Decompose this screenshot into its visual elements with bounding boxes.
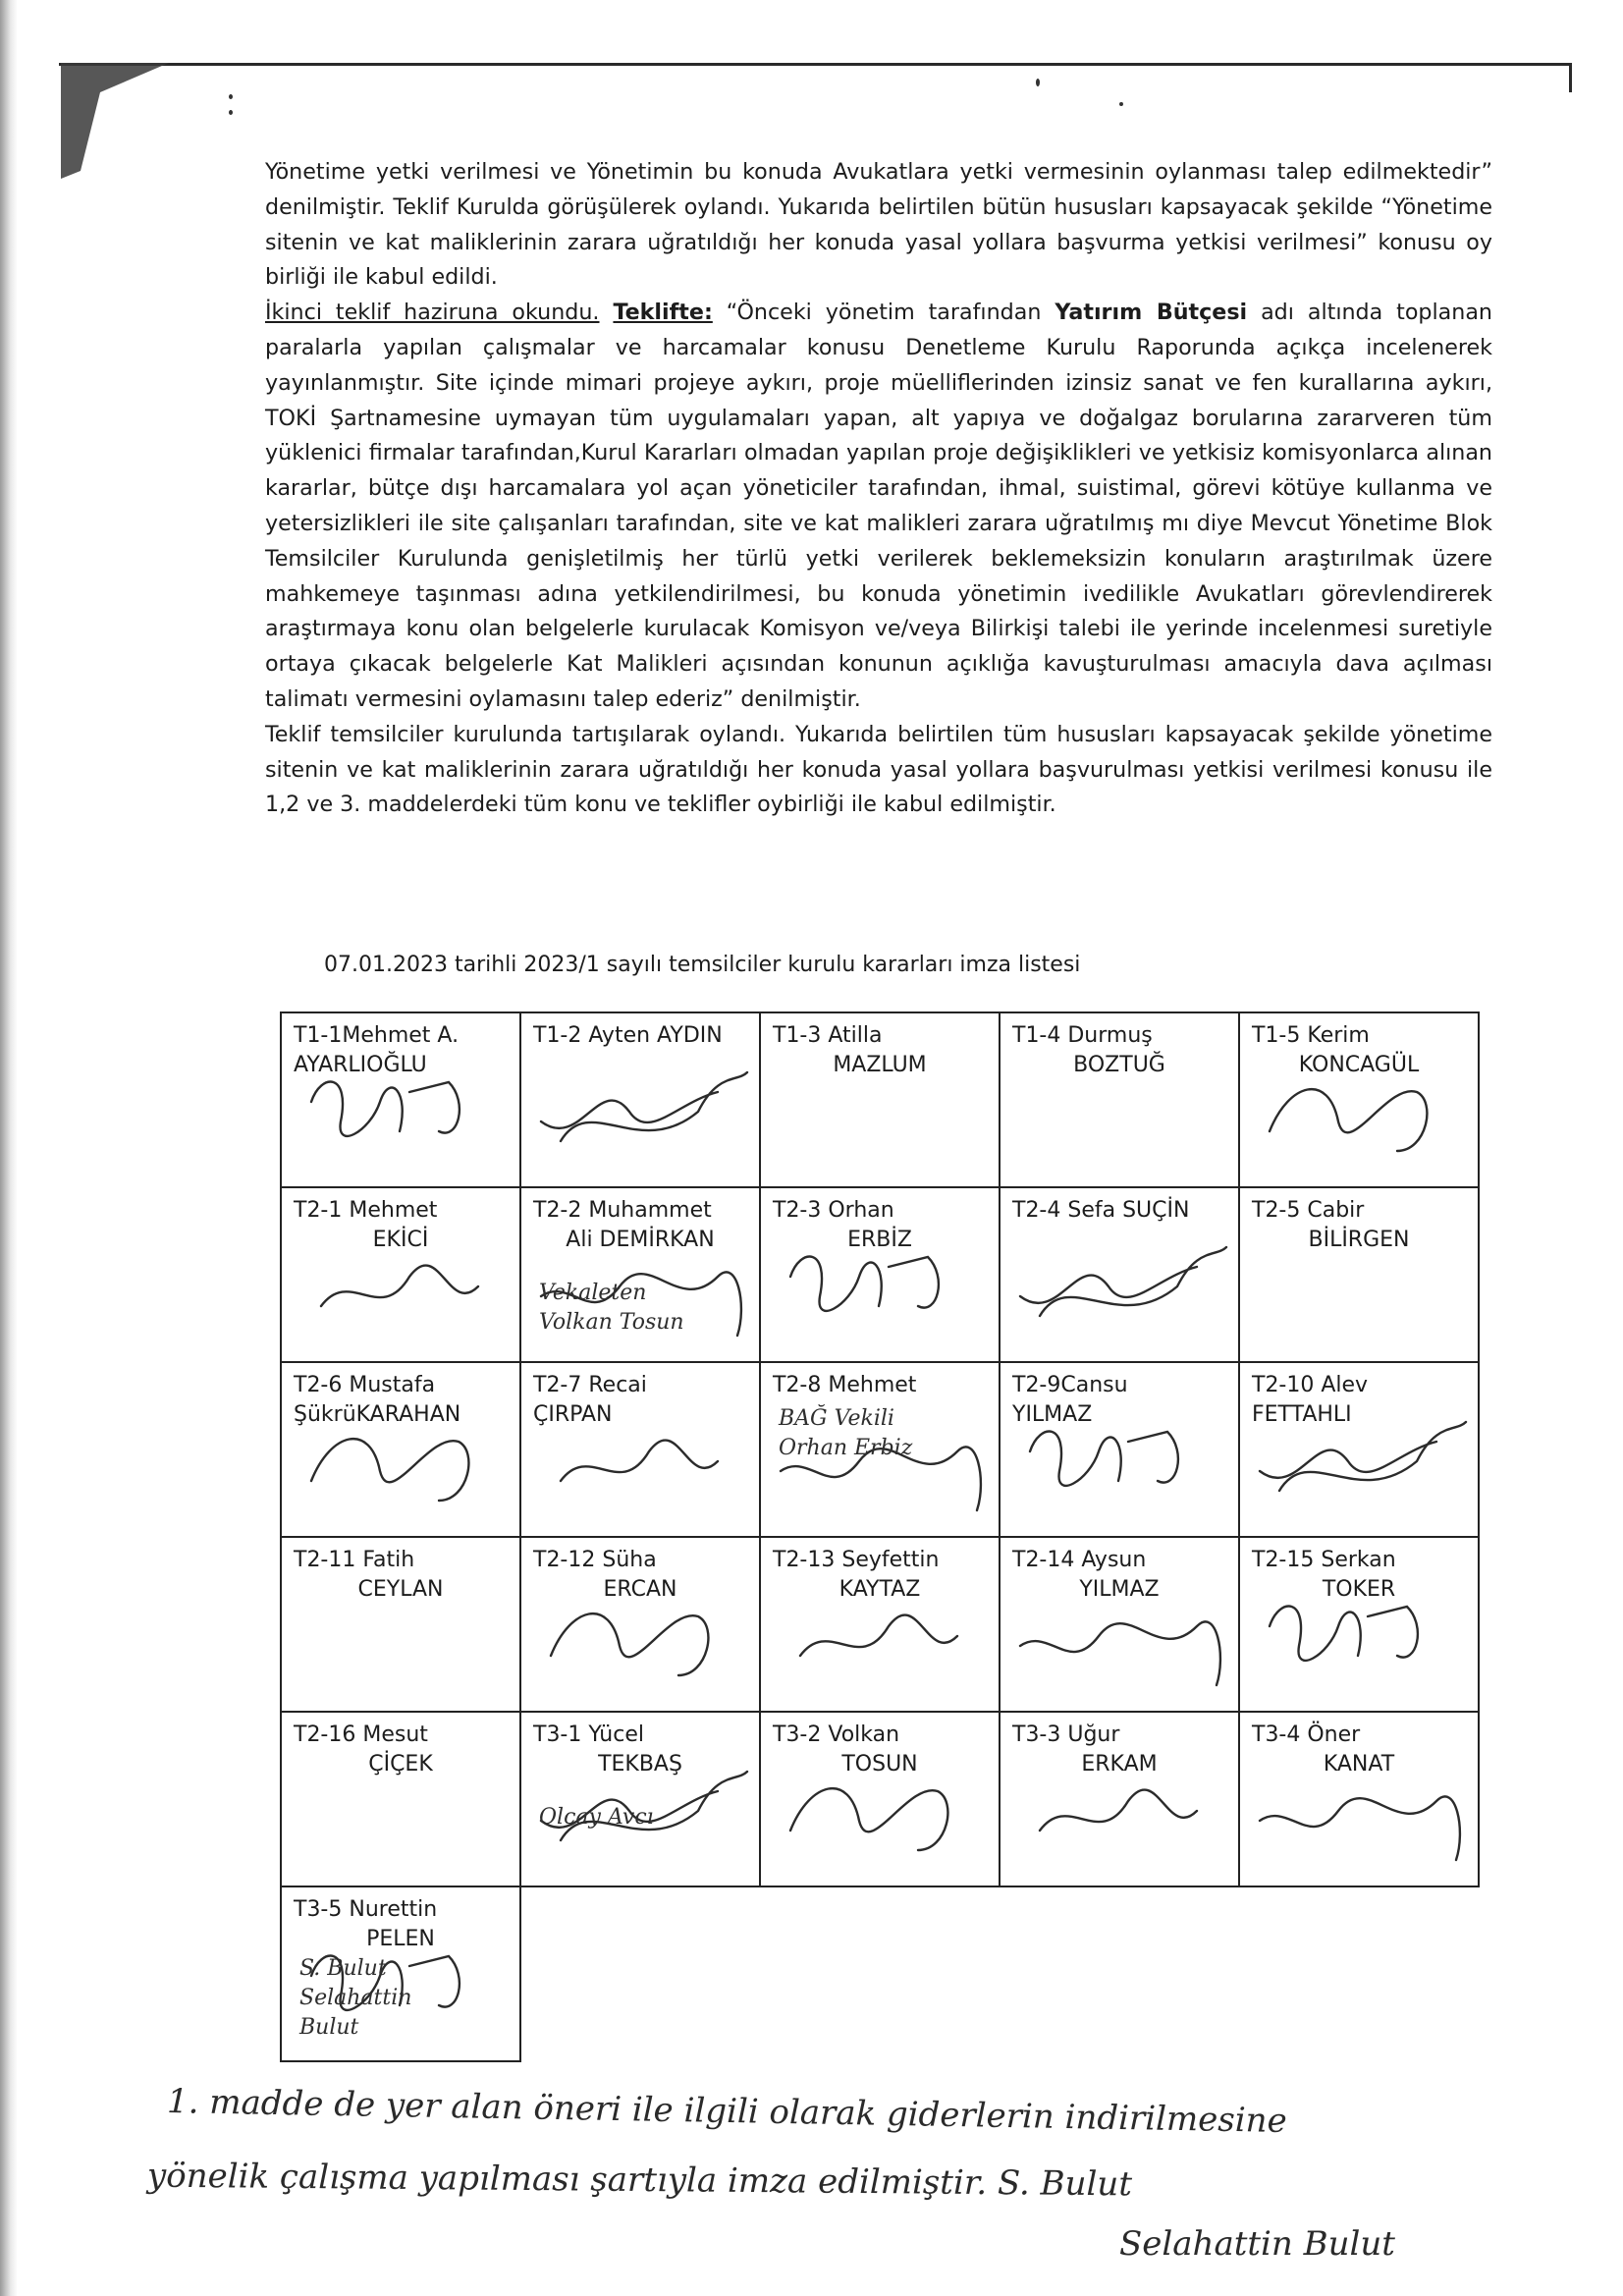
signature-cell — [760, 1537, 1000, 1712]
representative-code-name: T3-1 Yücel — [533, 1722, 644, 1747]
text-run: adı altında toplanan paralarla yapılan çalışmalar ve harcamalar konusu Denetleme Kurulu Raporunda açıkça incelenerek yayınlanmıştır. Site içinde mimari projeye aykırı, proje müelliflerinden izinsiz sanat ve fen kurallarına aykırı, TOKİ Şartnamesine uymayan tüm uygulamaları yapan, alt yapıya ve doğalgaz borularına zararveren tüm yüklenici firmalar tarafından,Kurul Kararları olmadan yapılan proje değişiklikleri ve yetkisiz komisyonlarca alınan kararlar, bütçe dışı harcamalara yol açan yöneticiler tarafından, ihmal, suistimal, görevi kötüye kullanma ve yetersizlikleri ile site çalışanları tarafından, site ve kat malikleri zarara uğratılmış mı diye Mevcut Yönetime Blok Temsilciler Kurulunda genişletilmiş her türlü yetki verilerek beklemeksizin konuların araştırılmak üzere mahkemeye taşınması adına yetkilendirilmesi, bu konuda yönetimin ivedilikle Avukatları görevlendirerek araştırmaya konu olan belgelerle kurulacak Komisyon ve/veya Bilirkişi talebi ile yerinde incelenmesi suretiyle ortaya çıkacak belgelerle Kat Malikleri açısından konunun açıklığa kavuşturulması amacıyla dava açılması talimatı vermesini oylamasını talep ederiz” denilmiştir. — [265, 300, 1492, 712]
signature-row — [281, 1187, 1479, 1362]
signature-cell — [520, 1537, 760, 1712]
handwritten-cell-note: Olcay Avcı — [539, 1805, 654, 1830]
text-run: İkinci teklif haziruna okundu. — [265, 300, 600, 326]
signature-row — [281, 1886, 1479, 2061]
representative-code-name: T2-3 Orhan — [773, 1198, 894, 1223]
paragraph-second-proposal — [265, 296, 1492, 718]
representative-code-name: T2-10 Alev — [1252, 1373, 1369, 1397]
representative-code-name: T2-7 Recai — [533, 1373, 647, 1397]
paragraph-first — [265, 155, 1492, 296]
handwritten-note-line-1: 1. madde de yer alan öneri ile ilgili olarak giderlerin indirilmesine — [166, 2082, 1287, 2141]
representative-surname: KAYTAZ — [839, 1577, 921, 1602]
representative-surname: FETTAHLI — [1252, 1402, 1352, 1427]
signature-cell — [1239, 1362, 1479, 1537]
handwritten-cell-note: BAĞ Vekili — [779, 1406, 894, 1431]
representative-code-name: T2-6 Mustafa — [294, 1373, 436, 1397]
handwritten-cell-note: Orhan Erbiz — [779, 1436, 913, 1460]
representative-code-name: T2-12 Süha — [533, 1548, 657, 1572]
folded-corner-mark — [61, 63, 179, 181]
representative-surname: EKİCİ — [372, 1228, 429, 1252]
representative-code-name: T3-5 Nurettin — [294, 1897, 438, 1922]
page-top-right-border — [1569, 63, 1572, 92]
signature-cell — [760, 1362, 1000, 1537]
representative-surname: CEYLAN — [357, 1577, 444, 1602]
signature-table — [280, 1011, 1480, 2062]
scan-speck — [229, 94, 233, 99]
text-run: Teklifte: — [613, 300, 713, 326]
signature-cell — [1000, 1362, 1239, 1537]
representative-surname: YILMAZ — [1012, 1402, 1093, 1427]
signature-cell — [1000, 1712, 1239, 1886]
representative-surname: ERKAM — [1081, 1752, 1158, 1777]
representative-code-name: T2-16 Mesut — [294, 1722, 428, 1747]
signature-cell — [760, 1712, 1000, 1886]
signature-cell — [281, 1537, 520, 1712]
handwritten-cell-note: S. Bulut — [299, 1956, 387, 1981]
decision-text — [265, 155, 1492, 823]
representative-code-name: T2-5 Cabir — [1252, 1198, 1365, 1223]
signature-cell — [520, 1362, 760, 1537]
representative-surname: MAZLUM — [833, 1053, 927, 1077]
handwritten-cell-note: Volkan Tosun — [539, 1310, 684, 1335]
representative-surname: TOSUN — [841, 1752, 918, 1777]
signature-cell — [1239, 1187, 1479, 1362]
representative-code-name: T2-8 Mehmet — [773, 1373, 917, 1397]
representative-code-name: T2-15 Serkan — [1252, 1548, 1396, 1572]
representative-code-name: T1-1Mehmet A. — [294, 1023, 460, 1048]
representative-surname: TOKER — [1322, 1577, 1396, 1602]
representative-code-name: T1-4 Durmuş — [1012, 1023, 1153, 1048]
signature-row — [281, 1712, 1479, 1886]
representative-surname: YILMAZ — [1079, 1577, 1160, 1602]
signature-cell — [760, 1187, 1000, 1362]
scan-shadow — [0, 0, 18, 2296]
handwritten-note-line-2: yönelik çalışma yapılması şartıyla imza edilmiştir. S. Bulut — [146, 2156, 1133, 2205]
text-run: Teklif temsilciler kurulunda tartışılarak oylandı. Yukarıda belirtilen tüm hususları kapsayacak şekilde yönetime sitenin ve kat maliklerinin zarara uğratıldığı her konuda yasal yollara başvurulması yetkisi verilmesi konusu ile 1,2 ve 3. maddelerdeki tüm konu ve teklifler oybirliği ile kabul edilmiştir. — [265, 721, 1492, 818]
representative-surname: AYARLIOĞLU — [294, 1053, 427, 1077]
text-run — [600, 300, 614, 325]
signature-cell — [281, 1886, 520, 2061]
representative-code-name: T2-1 Mehmet — [294, 1198, 438, 1223]
representative-surname: KONCAGÜL — [1298, 1053, 1420, 1077]
representative-surname: BİLİRGEN — [1308, 1228, 1410, 1252]
scan-speck — [1036, 79, 1040, 86]
signature-cell — [1239, 1537, 1479, 1712]
representative-surname: ERBİZ — [847, 1228, 912, 1252]
signature-cell — [1000, 1012, 1239, 1187]
signature-cell — [281, 1012, 520, 1187]
signature-cell — [520, 1012, 760, 1187]
representative-surname: ÇIRPAN — [533, 1402, 613, 1427]
page-top-border — [59, 63, 1571, 66]
handwritten-cell-note: Vekaleten — [539, 1281, 647, 1305]
handwritten-cell-note: Selahattin — [299, 1986, 412, 2010]
representative-code-name: T2-13 Seyfettin — [773, 1548, 940, 1572]
signature-cell — [1000, 1537, 1239, 1712]
representative-code-name: T2-14 Aysun — [1012, 1548, 1147, 1572]
text-run: “Önceki yönetim tarafından — [712, 300, 1055, 326]
signature-cell — [1239, 1012, 1479, 1187]
representative-surname: BOZTUĞ — [1073, 1053, 1165, 1077]
representative-code-name: T2-11 Fatih — [294, 1548, 415, 1572]
representative-surname: KANAT — [1323, 1752, 1395, 1777]
representative-surname: Ali DEMİRKAN — [566, 1228, 715, 1252]
representative-code-name: T2-9Cansu — [1012, 1373, 1128, 1397]
signature-row — [281, 1537, 1479, 1712]
representative-surname: TEKBAŞ — [598, 1752, 682, 1777]
representative-surname: ERCAN — [603, 1577, 677, 1602]
signature-cell — [281, 1362, 520, 1537]
representative-code-name: T1-5 Kerim — [1252, 1023, 1370, 1048]
signature-list-title: 07.01.2023 tarihli 2023/1 sayılı temsilciler kurulu kararları imza listesi — [324, 953, 1081, 977]
representative-code-name: T3-2 Volkan — [773, 1722, 900, 1747]
scan-speck — [1119, 102, 1123, 106]
representative-code-name: T3-4 Öner — [1252, 1722, 1361, 1747]
representative-code-name: T2-4 Sefa SUÇİN — [1012, 1198, 1190, 1223]
representative-surname: PELEN — [366, 1927, 435, 1951]
scan-speck — [229, 110, 233, 115]
handwritten-cell-note: Bulut — [299, 2015, 359, 2040]
handwritten-note — [146, 2082, 1542, 2288]
signature-cell — [1239, 1712, 1479, 1886]
text-run: Yönetime yetki verilmesi ve Yönetimin bu konuda Avukatlara yetki vermesinin oylanması talep edilmektedir” denilmiştir. Teklif Kurulda görüşülerek oylandı. Yukarıda belirtilen bütün hususları kapsayacak şekilde “Yönetime sitenin ve kat maliklerinin zarara uğratıldığı her konuda yasal yollara başvurma yetkisi verilmesi” konusu oy birliği ile kabul edildi. — [265, 159, 1492, 291]
representative-surname: ÇİÇEK — [368, 1752, 433, 1777]
text-run: Yatırım Bütçesi — [1055, 300, 1248, 326]
signature-cell — [520, 1712, 760, 1886]
representative-code-name: T1-2 Ayten AYDIN — [533, 1023, 723, 1048]
signature-cell — [520, 1187, 760, 1362]
signature-cell — [1000, 1187, 1239, 1362]
representative-code-name: T1-3 Atilla — [773, 1023, 883, 1048]
signature-row — [281, 1362, 1479, 1537]
representative-code-name: T2-2 Muhammet — [533, 1198, 712, 1223]
signature-cell — [760, 1012, 1000, 1187]
signature-cell — [281, 1187, 520, 1362]
signature-row — [281, 1012, 1479, 1187]
handwritten-note-line-3: Selahattin Bulut — [1119, 2224, 1395, 2264]
paragraph-vote-result — [265, 718, 1492, 823]
representative-surname: ŞükrüKARAHAN — [294, 1402, 461, 1427]
representative-code-name: T3-3 Uğur — [1012, 1722, 1120, 1747]
signature-cell — [281, 1712, 520, 1886]
